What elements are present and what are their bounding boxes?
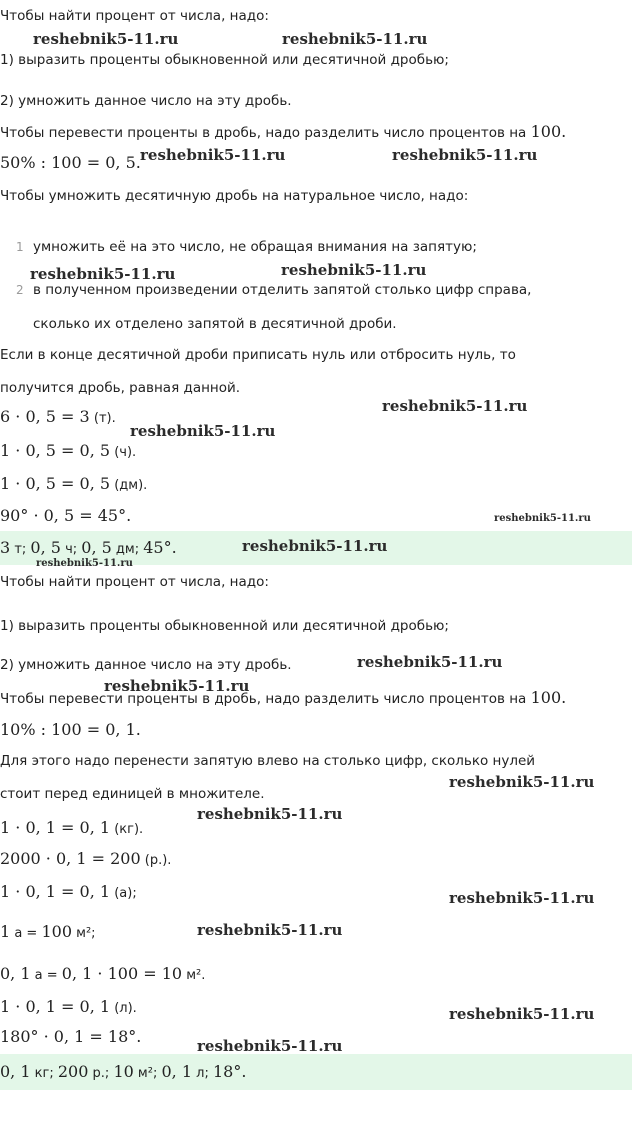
- unit: (ч).: [110, 445, 137, 460]
- text-line: получится дробь, равная данной.: [0, 380, 241, 396]
- text-line: Чтобы найти процент от числа, надо:: [0, 574, 269, 590]
- watermark: reshebnik5-11.ru: [36, 558, 133, 569]
- list-item-continuation: сколько их отделено запятой в десятичной дроби.: [33, 316, 397, 332]
- watermark: reshebnik5-11.ru: [242, 537, 388, 555]
- list-item: в полученном произведении отделить запятой столько цифр справа,: [33, 282, 532, 298]
- math-line: 10% : 100 = 0, 1.: [0, 720, 141, 739]
- text-line: [0, 688, 566, 707]
- watermark: reshebnik5-11.ru: [197, 1037, 343, 1055]
- answer-value: 0, 5: [30, 538, 61, 557]
- unit: (л).: [110, 1001, 137, 1016]
- answer-unit: р.;: [88, 1066, 114, 1081]
- math-value: 1 · 0, 5 = 0, 5: [0, 474, 111, 493]
- math-value: 2000 · 0, 1 = 200: [0, 849, 141, 868]
- math-value: 100.: [530, 122, 567, 141]
- math-value: 100: [41, 922, 72, 941]
- calc-line: [0, 964, 205, 983]
- answer-value: 0, 5: [81, 538, 112, 557]
- unit: (т).: [89, 411, 116, 426]
- answer-value: 18°.: [212, 1062, 247, 1081]
- calc-line: [0, 474, 147, 493]
- math-value: 1 · 0, 1 = 0, 1: [0, 882, 111, 901]
- unit: (дм).: [110, 478, 148, 493]
- math-value: 1 · 0, 5 = 0, 5: [0, 441, 111, 460]
- text-line: Чтобы умножить десятичную дробь на натуральное число, надо:: [0, 188, 469, 204]
- calc-line: 180° · 0, 1 = 18°.: [0, 1027, 142, 1046]
- answer-unit: ч;: [60, 542, 82, 557]
- math-value: 0, 1: [0, 964, 31, 983]
- calc-line: [0, 997, 137, 1016]
- text-part: Чтобы перевести проценты в дробь, надо разделить число процентов на: [0, 691, 531, 707]
- calc-line: [0, 818, 143, 837]
- watermark: reshebnik5-11.ru: [140, 146, 286, 164]
- unit: м².: [182, 968, 206, 983]
- text-line: Чтобы найти процент от числа, надо:: [0, 8, 269, 24]
- calc-line: [0, 922, 96, 941]
- watermark: reshebnik5-11.ru: [449, 1005, 595, 1023]
- math-line: 50% : 100 = 0, 5.: [0, 153, 141, 172]
- math-value: 100.: [530, 688, 567, 707]
- watermark: reshebnik5-11.ru: [33, 30, 179, 48]
- watermark: reshebnik5-11.ru: [382, 397, 528, 415]
- math-value: 1: [0, 922, 11, 941]
- answer-text: [0, 1062, 246, 1081]
- unit: (кг).: [110, 822, 144, 837]
- text-line: 2) умножить данное число на эту дробь.: [0, 657, 292, 673]
- unit: м²;: [72, 926, 96, 941]
- math-value: 6 · 0, 5 = 3: [0, 407, 90, 426]
- text-line: Если в конце десятичной дроби приписать нуль или отбросить нуль, то: [0, 347, 516, 363]
- watermark: reshebnik5-11.ru: [30, 265, 176, 283]
- answer-unit: м²;: [133, 1066, 162, 1081]
- answer-value: 0, 1: [0, 1062, 31, 1081]
- unit: а =: [10, 926, 42, 941]
- unit: а =: [30, 968, 62, 983]
- watermark: reshebnik5-11.ru: [494, 513, 591, 524]
- text-line: стоит перед единицей в множителе.: [0, 786, 265, 802]
- text-part: Чтобы перевести проценты в дробь, надо разделить число процентов на: [0, 125, 531, 141]
- answer-unit: кг;: [30, 1066, 58, 1081]
- answer-unit: дм;: [111, 542, 144, 557]
- watermark: reshebnik5-11.ru: [130, 422, 276, 440]
- math-value: 0, 1 · 100 = 10: [61, 964, 183, 983]
- watermark: reshebnik5-11.ru: [449, 889, 595, 907]
- answer-unit: т;: [10, 542, 31, 557]
- answer-value: 3: [0, 538, 11, 557]
- answer-box: [0, 1054, 632, 1090]
- answer-value: 45°.: [143, 538, 177, 557]
- text-line: 1) выразить проценты обыкновенной или десятичной дробью;: [0, 618, 449, 634]
- math-value: 1 · 0, 1 = 0, 1: [0, 818, 111, 837]
- calc-line: [0, 882, 137, 901]
- answer-text: [0, 538, 177, 557]
- answer-unit: л;: [192, 1066, 213, 1081]
- calc-line: 90° · 0, 5 = 45°.: [0, 506, 132, 525]
- watermark: reshebnik5-11.ru: [281, 261, 427, 279]
- watermark: reshebnik5-11.ru: [197, 921, 343, 939]
- calc-line: [0, 849, 171, 868]
- unit: (а);: [110, 886, 137, 901]
- text-line: 2) умножить данное число на эту дробь.: [0, 93, 292, 109]
- text-line: Для этого надо перенести запятую влево на столько цифр, сколько нулей: [0, 753, 536, 769]
- answer-value: 10: [113, 1062, 134, 1081]
- watermark: reshebnik5-11.ru: [282, 30, 428, 48]
- watermark: reshebnik5-11.ru: [197, 805, 343, 823]
- watermark: reshebnik5-11.ru: [357, 653, 503, 671]
- text-line: [0, 122, 566, 141]
- unit: (р.).: [140, 853, 172, 868]
- answer-value: 200: [57, 1062, 89, 1081]
- watermark: reshebnik5-11.ru: [104, 677, 250, 695]
- watermark: reshebnik5-11.ru: [392, 146, 538, 164]
- answer-value: 0, 1: [161, 1062, 192, 1081]
- list-number: 1: [16, 240, 24, 254]
- calc-line: [0, 441, 136, 460]
- watermark: reshebnik5-11.ru: [449, 773, 595, 791]
- list-number: 2: [16, 283, 24, 297]
- text-line: 1) выразить проценты обыкновенной или десятичной дробью;: [0, 52, 449, 68]
- calc-line: [0, 407, 116, 426]
- list-item: умножить её на это число, не обращая внимания на запятую;: [33, 239, 477, 255]
- math-value: 1 · 0, 1 = 0, 1: [0, 997, 111, 1016]
